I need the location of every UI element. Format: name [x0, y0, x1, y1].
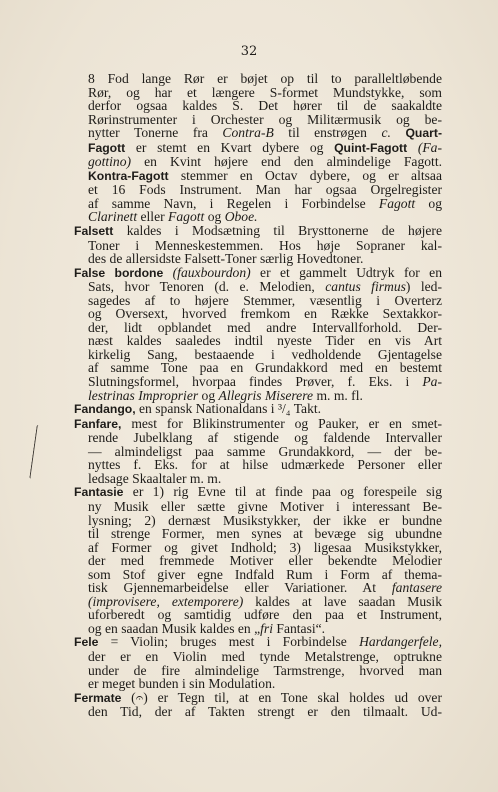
text-line	[74, 458, 442, 472]
text-line	[74, 183, 442, 197]
text-run: Rør, og har et længere S-formet Mundstykke, som	[88, 84, 442, 100]
text-run: 8 Fod lange Rør er bøjet op til to paralleltløbende	[88, 71, 442, 86]
italic-text: c.	[381, 125, 391, 141]
text-line	[74, 361, 442, 375]
text-run: ) led-	[405, 279, 443, 295]
text-run: en spansk Nationaldans i ³/₄ Takt.	[135, 401, 322, 417]
text-line	[74, 375, 442, 389]
text-run: ny Musik eller sætte givne Motiver i interessant Be-	[88, 498, 442, 514]
italic-text: Fagott	[378, 195, 416, 211]
italic-text: Pa-	[422, 374, 442, 390]
text-run: Slutningsformel, hvorpaa findes Prøver, f. Eks. i	[88, 374, 423, 390]
text-run: er et gammelt Udtryk for en	[250, 264, 442, 280]
text-line	[74, 266, 442, 281]
entry-term: Quart-	[405, 126, 442, 141]
italic-text: Fagott	[168, 209, 205, 225]
text-run	[407, 140, 418, 155]
text-run: eller	[137, 209, 169, 225]
dictionary-text-body	[74, 72, 442, 719]
text-line	[74, 239, 442, 253]
italic-text: Allegris Miserere	[218, 387, 314, 403]
text-line	[74, 99, 442, 113]
entry-term: Falsett	[74, 224, 114, 239]
italic-text: lestrinas Improprier	[88, 387, 199, 403]
text-run: nyttes f. Eks. for at hilse udmærkede Personer eller	[88, 457, 442, 473]
italic-text: fri	[260, 620, 273, 636]
text-run: er meget bunden i sin Modulation.	[88, 676, 276, 692]
text-line	[74, 113, 442, 127]
text-run: (𝄐) er Tegn til, at en Tone skal holdes ud over	[121, 689, 442, 705]
text-line	[74, 514, 442, 528]
text-line	[74, 581, 442, 595]
text-line	[74, 389, 442, 403]
text-run: Rørinstrumenter i Orchester og Militærmusik og be-	[88, 111, 442, 127]
text-line	[74, 568, 442, 582]
text-line	[74, 527, 442, 541]
italic-text: (fauxbourdon)	[172, 264, 251, 280]
text-line	[74, 155, 442, 169]
text-line	[74, 705, 442, 719]
italic-text: (improvisere, extemporere)	[88, 593, 244, 609]
text-run: til strenge Former, men synes at bevæge sig ubundne	[88, 526, 442, 542]
text-run: som Stof giver egne Indfald Rum i Form af thema-	[88, 566, 442, 582]
text-line	[74, 86, 442, 100]
entry-term: Fandango,	[74, 402, 136, 417]
text-run: og Oversext, hvorved fremkom en Række Sextakkor-	[88, 306, 442, 322]
text-line	[74, 431, 442, 445]
text-run	[163, 265, 172, 280]
text-line	[74, 280, 442, 294]
text-line	[74, 485, 442, 500]
text-line	[74, 650, 442, 664]
italic-text: Hardangerfele,	[359, 634, 442, 650]
text-line	[74, 169, 442, 184]
text-line	[74, 608, 442, 622]
text-run: — almindeligst paa samme Grundakkord, — der be-	[88, 443, 442, 459]
entry-term: Fele	[74, 635, 99, 650]
text-run: tisk Gjennemarbeidelse eller Variationer. At	[88, 580, 392, 596]
italic-text: cantus firmus	[325, 279, 406, 295]
page-number: 32	[240, 44, 258, 59]
text-line	[74, 197, 442, 211]
text-line	[74, 402, 442, 417]
text-run: stemmer en Octav dybere, og er altsaa	[168, 167, 442, 183]
text-line	[74, 210, 442, 224]
text-run: af samme Tone paa en Grundakkord med en bestemt	[88, 360, 442, 376]
text-line	[74, 252, 442, 266]
text-line	[74, 348, 442, 362]
entry-term: Fermate	[74, 690, 122, 705]
entry-term: Kontra-Fagott	[88, 168, 169, 183]
text-run: ledsage Skaaltaler m. m.	[88, 470, 222, 486]
text-run: er 1) rig Evne til at finde paa og forespeile sig	[123, 484, 442, 500]
italic-text: gottino)	[88, 154, 132, 170]
text-line	[74, 677, 442, 691]
text-run: Fantasi“.	[272, 620, 326, 636]
text-run: sagedes af to højere Stemmer, væsentlig i Overterz	[88, 292, 442, 308]
text-line	[74, 691, 442, 706]
entry-term: False bordone	[74, 265, 164, 280]
text-run: uforberedt og samtidig udføre den paa et Instrument,	[88, 607, 442, 623]
text-run: = Violin; bruges mest i Forbindelse	[98, 634, 360, 650]
text-line	[74, 472, 442, 486]
text-run: kirkelig Sang, bestaaende i vedholdende Gjentagelse	[88, 346, 442, 362]
text-line	[74, 307, 442, 321]
text-run: m. m. fl.	[313, 387, 363, 403]
text-line	[74, 417, 442, 432]
text-run: Toner i Menneskestemmen. Hos høje Sopraner kal-	[88, 237, 442, 253]
margin-pencil-mark	[29, 425, 41, 479]
text-run	[391, 125, 406, 140]
text-line	[74, 72, 442, 86]
text-run: der, lidt opblandet med andre Intervallforhold. Der-	[88, 319, 442, 335]
text-run: et 16 Fods Instrument. Man har ogsaa Orgelregister	[88, 182, 442, 198]
entry-term: Fagott	[88, 140, 126, 155]
italic-text: Oboe.	[224, 209, 258, 225]
text-line	[74, 664, 442, 678]
text-line	[74, 635, 442, 650]
text-run: lysning; 2) dernæst Musikstykker, der ikke er bundne	[88, 512, 442, 528]
entry-term: Quint-Fagott	[334, 140, 408, 155]
text-run: Sats, hvor Tenoren (d. e. Melodien,	[88, 279, 326, 295]
text-line	[74, 334, 442, 348]
text-run: af Former og givet Indhold; 3) ligesaa Musikstykker,	[88, 539, 442, 555]
text-line	[74, 500, 442, 514]
text-line	[74, 321, 442, 335]
text-line	[74, 595, 442, 609]
text-run: af samme Navn, i Regelen i Forbindelse	[88, 195, 379, 211]
text-line	[74, 141, 442, 156]
text-run: er stemt en Kvart dybere og	[125, 139, 335, 155]
text-run: til enstrøgen	[273, 125, 382, 141]
text-run: der er en Violin med tynde Metalstrenge, optrukne	[88, 648, 442, 664]
text-run: kaldes i Modsætning til Brysttonerne de højere	[113, 223, 442, 239]
text-run: rende Jubelklang af stigende og faldende Intervaller	[88, 430, 442, 446]
text-line	[74, 622, 442, 636]
italic-text: Clarinett	[88, 209, 138, 225]
text-line	[74, 554, 442, 568]
italic-text: Contra-B	[222, 125, 274, 141]
text-line	[74, 294, 442, 308]
text-run: næst kaldes saaledes indtil nyeste Tider en vis Art	[88, 333, 442, 349]
text-run: kaldes at lave saadan Musik	[243, 593, 443, 609]
text-run: og	[204, 209, 225, 225]
italic-text: fantasere	[391, 580, 442, 596]
text-run: og	[198, 387, 219, 403]
entry-term: Fanfare,	[74, 416, 122, 431]
text-line	[74, 541, 442, 555]
text-line	[74, 224, 442, 239]
text-run: under de fire almindelige Tarmstrenge, hvorved man	[88, 662, 442, 678]
text-run: en Kvint højere end den almindelige Fagott.	[131, 154, 442, 170]
text-line	[74, 445, 442, 459]
text-run: des de allersidste Falsett-Toner særlig Hovedtoner.	[88, 251, 364, 267]
italic-text: (Fa-	[417, 139, 442, 155]
text-run: der med fremmede Motiver eller bekendte Melodier	[88, 553, 442, 569]
text-run: derfor ogsaa kaldes S. Det hører til de saakaldte	[88, 98, 442, 114]
text-run: nytter Tonerne fra	[88, 125, 223, 141]
text-run: og	[415, 195, 442, 211]
text-run: mest for Blikinstrumenter og Pauker, er en smet-	[121, 415, 442, 431]
text-run: og en saadan Musik kaldes en „	[88, 620, 261, 636]
text-run: den Tid, der af Takten strengt er den tilmaalt. Ud-	[88, 704, 442, 720]
text-line	[74, 126, 442, 141]
entry-term: Fantasie	[74, 485, 124, 500]
